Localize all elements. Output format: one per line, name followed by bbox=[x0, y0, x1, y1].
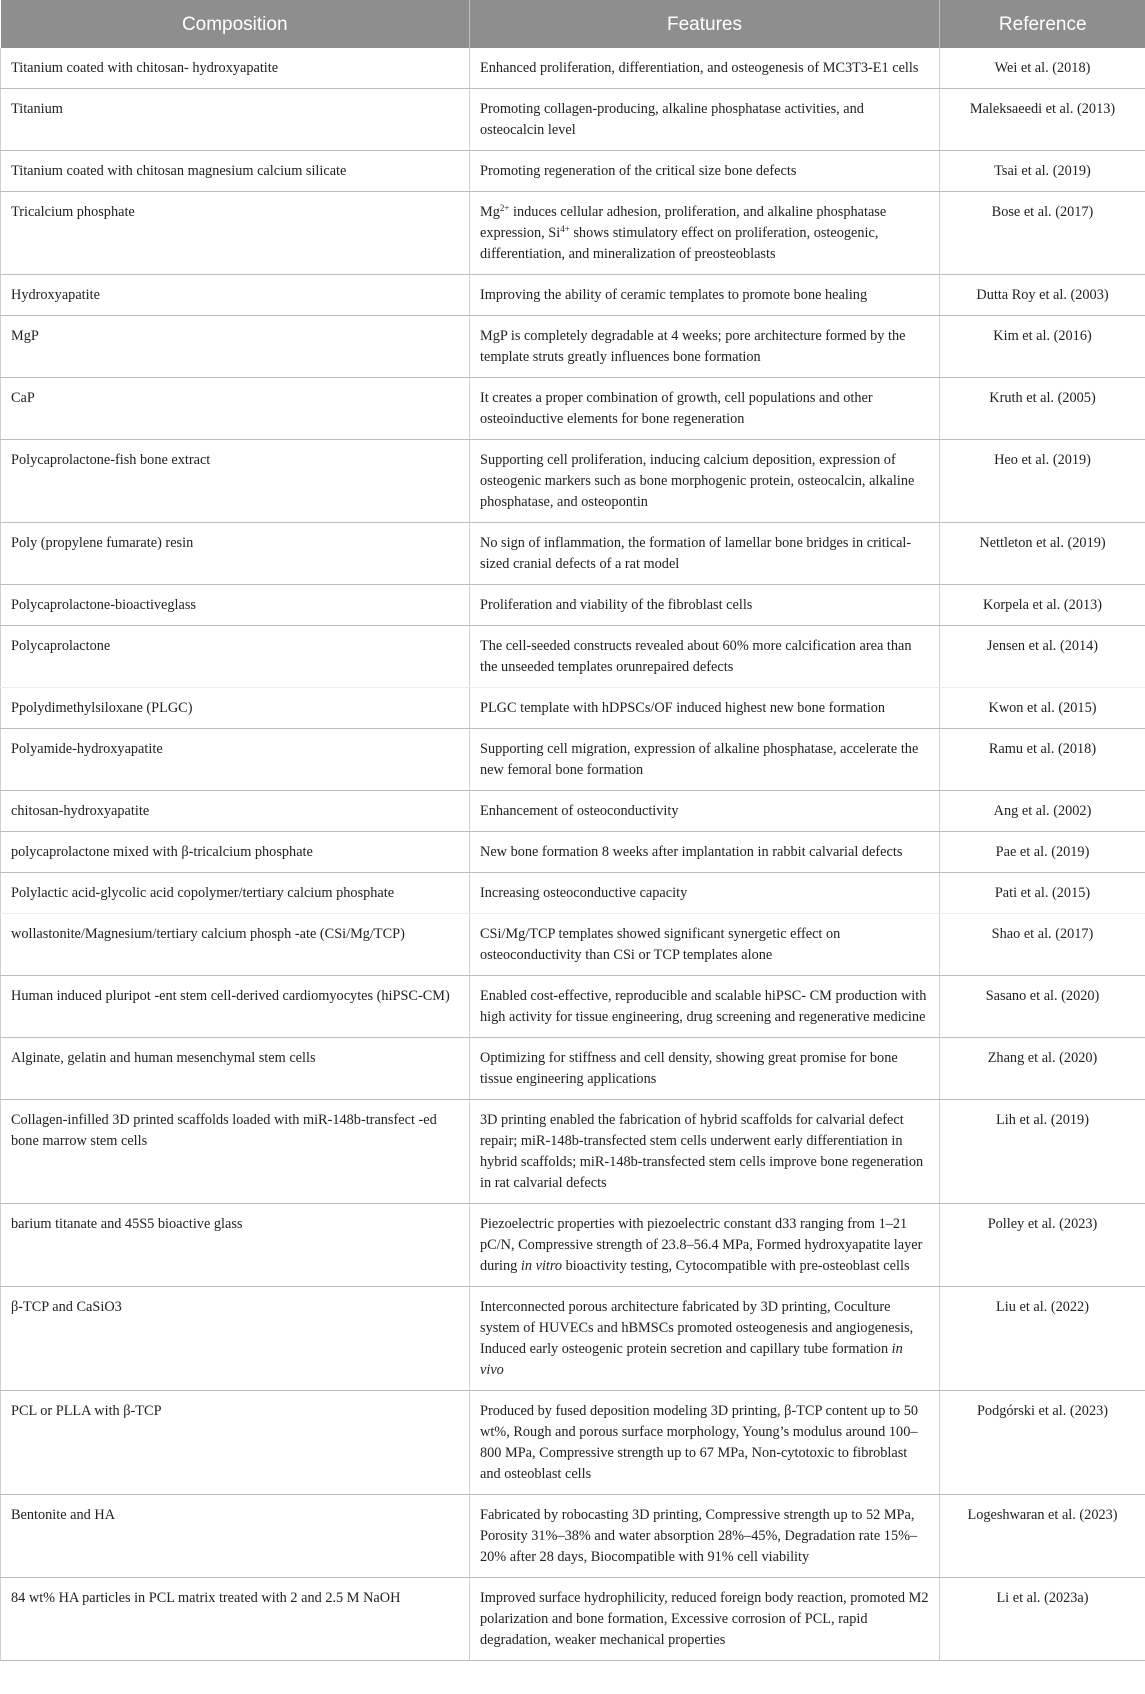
reference-cell: Ramu et al. (2018) bbox=[940, 729, 1145, 791]
reference-cell: Heo et al. (2019) bbox=[940, 440, 1145, 523]
composition-cell: chitosan-hydroxyapatite bbox=[1, 791, 470, 832]
features-cell: Improving the ability of ceramic templates to promote bone healing bbox=[470, 275, 940, 316]
table-row bbox=[1, 48, 1145, 89]
composition-cell: CaP bbox=[1, 378, 470, 440]
features-cell: CSi/Mg/TCP templates showed significant synergetic effect on osteoconductivity than CSi or TCP templates alone bbox=[470, 914, 940, 976]
table-row bbox=[1, 192, 1145, 275]
features-cell: Produced by fused deposition modeling 3D printing, β-TCP content up to 50 wt%, Rough and porous surface morphology, Young’s modulus around 100–800 MPa, Compressive strength up to 67 MPa, Non-cytotoxic to fibroblast and osteoblast cells bbox=[470, 1391, 940, 1495]
composition-cell: wollastonite/Magnesium/tertiary calcium phosph -ate (CSi/Mg/TCP) bbox=[1, 914, 470, 976]
reference-cell: Jensen et al. (2014) bbox=[940, 626, 1145, 688]
table-row bbox=[1, 523, 1145, 585]
composition-cell: Alginate, gelatin and human mesenchymal stem cells bbox=[1, 1038, 470, 1100]
table-row bbox=[1, 1100, 1145, 1204]
composition-cell: Polycaprolactone-bioactiveglass bbox=[1, 585, 470, 626]
table-header bbox=[1, 0, 1145, 48]
table-row bbox=[1, 729, 1145, 791]
composition-cell: Ppolydimethylsiloxane (PLGC) bbox=[1, 688, 470, 729]
table-row bbox=[1, 688, 1145, 729]
reference-cell: Logeshwaran et al. (2023) bbox=[940, 1495, 1145, 1578]
composition-cell: Titanium coated with chitosan- hydroxyapatite bbox=[1, 48, 470, 89]
features-cell: Enabled cost-effective, reproducible and scalable hiPSC- CM production with high activity for tissue engineering, drug screening and regenerative medicine bbox=[470, 976, 940, 1038]
composition-cell: Bentonite and HA bbox=[1, 1495, 470, 1578]
table-row bbox=[1, 89, 1145, 151]
reference-cell: Ang et al. (2002) bbox=[940, 791, 1145, 832]
features-cell: Proliferation and viability of the fibroblast cells bbox=[470, 585, 940, 626]
composition-cell: 84 wt% HA particles in PCL matrix treated with 2 and 2.5 M NaOH bbox=[1, 1578, 470, 1661]
reference-cell: Zhang et al. (2020) bbox=[940, 1038, 1145, 1100]
reference-cell: Polley et al. (2023) bbox=[940, 1204, 1145, 1287]
reference-cell: Bose et al. (2017) bbox=[940, 192, 1145, 275]
features-cell: Supporting cell migration, expression of alkaline phosphatase, accelerate the new femoral bone formation bbox=[470, 729, 940, 791]
table-row bbox=[1, 1495, 1145, 1578]
reference-cell: Pae et al. (2019) bbox=[940, 832, 1145, 873]
table-row bbox=[1, 832, 1145, 873]
table-row bbox=[1, 151, 1145, 192]
table-row bbox=[1, 1204, 1145, 1287]
table-row bbox=[1, 440, 1145, 523]
composition-cell: Human induced pluripot -ent stem cell-derived cardiomyocytes (hiPSC-CM) bbox=[1, 976, 470, 1038]
reference-cell: Kim et al. (2016) bbox=[940, 316, 1145, 378]
composition-cell: Poly (propylene fumarate) resin bbox=[1, 523, 470, 585]
features-cell: Improved surface hydrophilicity, reduced foreign body reaction, promoted M2 polarization and bone formation, Excessive corrosion of PCL, rapid degradation, weaker mechanical properties bbox=[470, 1578, 940, 1661]
header-features: Features bbox=[470, 0, 940, 48]
table-row bbox=[1, 585, 1145, 626]
reference-cell: Kruth et al. (2005) bbox=[940, 378, 1145, 440]
features-cell: Increasing osteoconductive capacity bbox=[470, 873, 940, 914]
reference-cell: Pati et al. (2015) bbox=[940, 873, 1145, 914]
table-row bbox=[1, 378, 1145, 440]
table-row bbox=[1, 275, 1145, 316]
composition-cell: barium titanate and 45S5 bioactive glass bbox=[1, 1204, 470, 1287]
table-row bbox=[1, 914, 1145, 976]
reference-cell: Liu et al. (2022) bbox=[940, 1287, 1145, 1391]
reference-cell: Tsai et al. (2019) bbox=[940, 151, 1145, 192]
features-cell: Enhanced proliferation, differentiation, and osteogenesis of MC3T3-E1 cells bbox=[470, 48, 940, 89]
features-cell: No sign of inflammation, the formation of lamellar bone bridges in critical-sized cranial defects of a rat model bbox=[470, 523, 940, 585]
table-row bbox=[1, 626, 1145, 688]
table-row bbox=[1, 976, 1145, 1038]
composition-cell: β-TCP and CaSiO3 bbox=[1, 1287, 470, 1391]
table-row bbox=[1, 316, 1145, 378]
table-body bbox=[1, 48, 1145, 1661]
composition-cell: Polylactic acid-glycolic acid copolymer/tertiary calcium phosphate bbox=[1, 873, 470, 914]
composition-cell: Polycaprolactone bbox=[1, 626, 470, 688]
reference-cell: Wei et al. (2018) bbox=[940, 48, 1145, 89]
features-cell: PLGC template with hDPSCs/OF induced highest new bone formation bbox=[470, 688, 940, 729]
reference-cell: Lih et al. (2019) bbox=[940, 1100, 1145, 1204]
features-cell: 3D printing enabled the fabrication of hybrid scaffolds for calvarial defect repair; miR-148b-transfected stem cells underwent early differentiation in hybrid scaffolds; miR-148b-transfected stem cells improve bone regeneration in rat calvarial defects bbox=[470, 1100, 940, 1204]
composition-cell: PCL or PLLA with β-TCP bbox=[1, 1391, 470, 1495]
table-row bbox=[1, 791, 1145, 832]
reference-cell: Shao et al. (2017) bbox=[940, 914, 1145, 976]
table-row bbox=[1, 1391, 1145, 1495]
table-row bbox=[1, 1287, 1145, 1391]
table-row bbox=[1, 1578, 1145, 1661]
reference-cell: Nettleton et al. (2019) bbox=[940, 523, 1145, 585]
composition-cell: Tricalcium phosphate bbox=[1, 192, 470, 275]
features-cell: Interconnected porous architecture fabricated by 3D printing, Coculture system of HUVECs and hBMSCs promoted osteogenesis and angiogenesis, Induced early osteogenic protein secretion and capillary tube formation in vivo bbox=[470, 1287, 940, 1391]
features-cell: MgP is completely degradable at 4 weeks; pore architecture formed by the template struts greatly influences bone formation bbox=[470, 316, 940, 378]
reference-cell: Korpela et al. (2013) bbox=[940, 585, 1145, 626]
features-cell: Piezoelectric properties with piezoelectric constant d33 ranging from 1–21 pC/N, Compressive strength of 23.8–56.4 MPa, Formed hydroxyapatite layer during in vitro bioactivity testing, Cytocompatible with pre-osteoblast cells bbox=[470, 1204, 940, 1287]
features-cell: Supporting cell proliferation, inducing calcium deposition, expression of osteogenic markers such as bone morphogenic protein, osteocalcin, alkaline phosphatase, and osteopontin bbox=[470, 440, 940, 523]
reference-cell: Dutta Roy et al. (2003) bbox=[940, 275, 1145, 316]
features-cell: Promoting collagen-producing, alkaline phosphatase activities, and osteocalcin level bbox=[470, 89, 940, 151]
header-row bbox=[1, 0, 1145, 48]
composition-cell: polycaprolactone mixed with β-tricalcium phosphate bbox=[1, 832, 470, 873]
table-row bbox=[1, 873, 1145, 914]
features-cell: $Mg^{2+}$ induces cellular adhesion, proliferation, and alkaline phosphatase expression, $Si^{4+}$ shows stimulatory effect on proliferation, osteogenic, differentiation, and mineralization of preosteoblasts bbox=[470, 192, 940, 275]
features-cell: Promoting regeneration of the critical size bone defects bbox=[470, 151, 940, 192]
header-reference: Reference bbox=[940, 0, 1145, 48]
composition-cell: Collagen-infilled 3D printed scaffolds loaded with miR-148b-transfect -ed bone marrow stem cells bbox=[1, 1100, 470, 1204]
features-cell: New bone formation 8 weeks after implantation in rabbit calvarial defects bbox=[470, 832, 940, 873]
reference-cell: Maleksaeedi et al. (2013) bbox=[940, 89, 1145, 151]
composition-cell: Polyamide-hydroxyapatite bbox=[1, 729, 470, 791]
composition-cell: Polycaprolactone-fish bone extract bbox=[1, 440, 470, 523]
table-row bbox=[1, 1038, 1145, 1100]
composition-cell: Hydroxyapatite bbox=[1, 275, 470, 316]
reference-cell: Li et al. (2023a) bbox=[940, 1578, 1145, 1661]
composition-cell: MgP bbox=[1, 316, 470, 378]
features-cell: Fabricated by robocasting 3D printing, Compressive strength up to 52 MPa, Porosity 31%–38% and water absorption 28%–45%, Degradation rate 15%–20% after 28 days, Biocompatible with 91% cell viability bbox=[470, 1495, 940, 1578]
features-cell: It creates a proper combination of growth, cell populations and other osteoinductive elements for bone regeneration bbox=[470, 378, 940, 440]
composition-cell: Titanium bbox=[1, 89, 470, 151]
features-cell: Enhancement of osteoconductivity bbox=[470, 791, 940, 832]
features-cell: Optimizing for stiffness and cell density, showing great promise for bone tissue engineering applications bbox=[470, 1038, 940, 1100]
reference-cell: Podgórski et al. (2023) bbox=[940, 1391, 1145, 1495]
reference-cell: Sasano et al. (2020) bbox=[940, 976, 1145, 1038]
features-cell: The cell-seeded constructs revealed about 60% more calcification area than the unseeded templates orunrepaired defects bbox=[470, 626, 940, 688]
reference-cell: Kwon et al. (2015) bbox=[940, 688, 1145, 729]
header-composition: Composition bbox=[1, 0, 470, 48]
composition-cell: Titanium coated with chitosan magnesium calcium silicate bbox=[1, 151, 470, 192]
